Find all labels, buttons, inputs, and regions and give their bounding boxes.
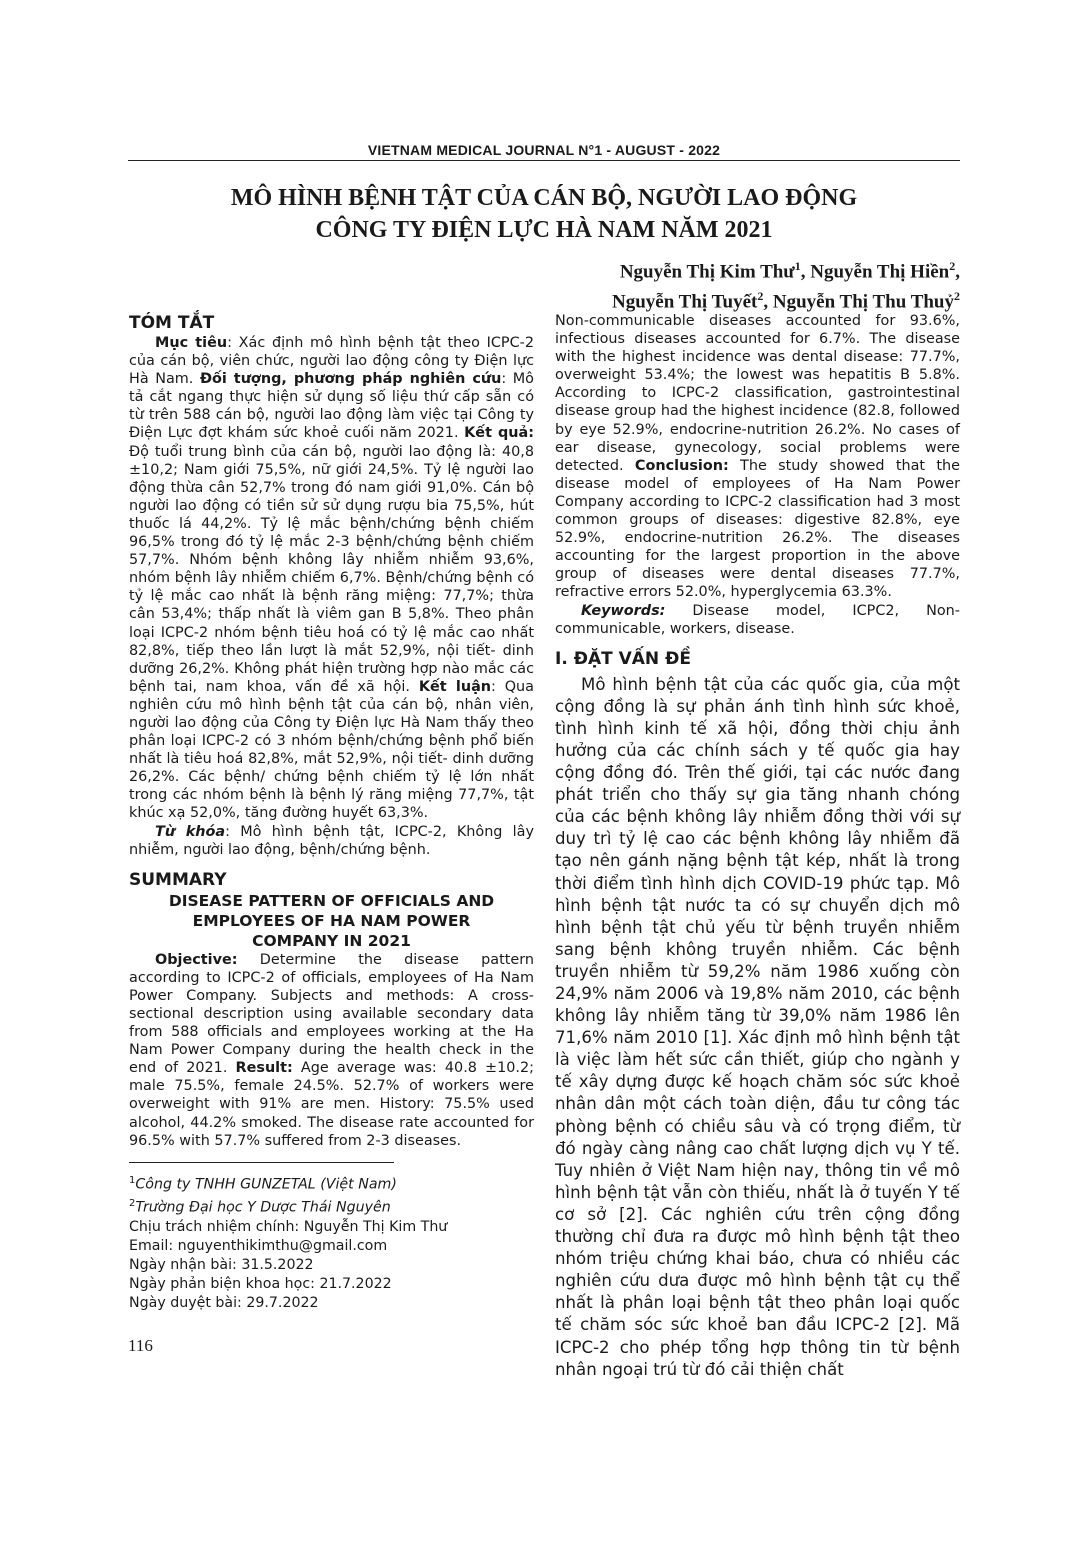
- author-list: [612, 254, 960, 315]
- result-en-text-cont: Non-communicable diseases accounted for 93.6%, infectious diseases accounted for 6.7%. The disease with the highest incidence was dental disease: 77.7%, overweight 53.4%; the lowest was hepatitis B 5.8%. According to ICPC-2 classification, gastrointestinal disease group had the highest incidence (82.8, followed by eye 52.9%, endocrine-nutrition 26.2%. No cases of ear disease, gynecology, social problems were detected.: [555, 313, 960, 474]
- objective-en-text: Determine the disease pattern according to ICPC-2 of officials, employees of Ha Nam Power Company. Subjects and methods: A cross-sectional description using available secondary data from 588 officials and employees working at the Ha Nam Power Company during the health check in the end of 2021.: [129, 951, 534, 1077]
- title-line-1: MÔ HÌNH BỆNH TẬT CỦA CÁN BỘ, NGƯỜI LAO ĐỘNG: [230, 185, 858, 211]
- paper-title: [128, 182, 960, 246]
- author-line-1: Nguyễn Thị Kim Thư$^1$, Nguyễn Thị Hiền$^2$,: [619, 259, 960, 283]
- section-1-paragraph: Mô hình bệnh tật của các quốc gia, của một cộng đồng là sự phản ánh tình hình sức khoẻ, tình hình kinh tế xã hội, đồng thời chịu ảnh hưởng của các chính sách y tế quốc gia hay cộng đồng đó. Trên thế giới, tại các nước đang phát triển cho thấy sự gia tăng nhanh chóng của các bệnh không lây nhiễm đồng thời với sự duy trì tỷ lệ cao các bệnh không lây nhiễm đã tạo nên gánh nặng bệnh tật kép, nhất là trong thời điểm tình hình dịch COVID-19 phức tạp. Mô hình bệnh tật nước ta có sự chuyển dịch mô hình bệnh tật chủ yếu từ bệnh truyền nhiễm sang bệnh không truyền nhiễm. Các bệnh truyền nhiễm từ 59,2% năm 1986 xuống còn 24,9% năm 2006 và 19,8% năm 2010, các bệnh không lây nhiễm tăng từ 39,0% năm 1986 lên 71,6% năm 2010 [1]. Xác định mô hình bệnh tật là việc làm hết sức cần thiết, giúp cho ngành y tế xây dựng được kế hoạch chăm sóc sức khoẻ nhân dân một cách toàn diện, đầu tư công tác phòng bệnh có chiều sâu và có trọng điểm, từ đó ngày càng nâng cao chất lượng dịch vụ Y tế. Tuy nhiên ở Việt Nam hiện nay, thông tin về mô hình bệnh tật vẫn còn thiếu, nhất là ở tuyến Y tế cơ sở [2]. Các nghiên cứu trên cộng đồng thường chỉ đưa ra được mô hình bệnh tật theo nhóm triệu chứng khai báo, chưa có nhiều các nghiên cứu dưa được mô hình bệnh tật cụ thể nhất là phân loại bệnh tật theo phân loại quốc tế chăm sóc sức khoẻ ban đầu ICPC-2 [2]. Mã ICPC-2 cho phép tổng hợp thông tin từ bệnh nhân ngoại trú từ đó cải thiện chất: [555, 674, 960, 1379]
- footnote-rule: [129, 1162, 394, 1163]
- left-column: [129, 312, 534, 1313]
- keywords-vi-text: : Mô hình bệnh tật, ICPC-2, Không lây nhiễm, người lao động, bệnh/chứng bệnh.: [129, 823, 535, 858]
- header-rule: [128, 160, 960, 161]
- keywords-en: [555, 602, 960, 638]
- conclusion-en-label: Conclusion:: [634, 457, 729, 474]
- objective-label: Mục tiêu: [155, 335, 228, 351]
- author-name: Nguyễn Thị Kim Thư: [619, 261, 795, 283]
- keywords-en-label: Keywords:: [581, 602, 666, 619]
- methods-text: : Mô tả cắt ngang thực hiện sử dụng số liệu thứ cấp sẵn có từ trên 588 cán bộ, người lao động làm việc tại Công ty Điện Lực đợt khám sức khoẻ cuối năm 2021.: [129, 371, 534, 442]
- right-column: [555, 312, 960, 1381]
- summary-title-line: COMPANY IN 2021: [252, 931, 411, 950]
- author-name: Nguyễn Thị Hiền: [810, 261, 950, 283]
- affiliation-1: $^1$Công ty TNHH GUNZETAL (Việt Nam): [129, 1174, 397, 1193]
- keywords-vi: [129, 823, 534, 859]
- footnotes: [129, 1171, 534, 1313]
- result-en-text: Age average was: 40.8 ±10.2; male 75.5%, female 24.5%. 52.7% of workers were overweight with 91% are men. History: 75.5% used alcohol, 44.2% smoked. The disease rate accounted for 96.5% with 57.7% suffered from 2-3 diseases.: [129, 1060, 534, 1149]
- result-en-label: Result:: [235, 1060, 293, 1077]
- conclusion-en-text: The study showed that the disease model of employees of Ha Nam Power Company according to ICPC-2 classification had 3 most common groups of diseases: digestive 82.8%, eye 52.9%, endocrine-nutrition 26.2%. The diseases accounting for the largest proportion in the above group of diseases were dental diseases 77.7%, refractive errors 52.0%, hyperglycemia 63.3%.: [555, 457, 960, 601]
- author-name: Nguyễn Thị Thu Thuỷ: [772, 291, 954, 313]
- objective-text: : Xác định mô hình bệnh tật theo ICPC-2 của cán bộ, viên chức, người lao động công ty Điện lực Hà Nam.: [129, 335, 534, 388]
- summary-title-line: DISEASE PATTERN OF OFFICIALS AND: [168, 891, 495, 910]
- methods-label: Đối tượng, phương pháp nghiên cứu: [199, 371, 502, 388]
- affiliation-2: $^2$Trường Đại học Y Dược Thái Nguyên: [129, 1198, 391, 1217]
- author-affiliation-mark: 1: [794, 259, 801, 273]
- summary-heading: SUMMARY: [129, 869, 227, 890]
- keywords-vi-label: Từ khóa: [155, 823, 226, 840]
- conclusion-text: : Qua nghiên cứu mô hình bệnh tật của cán bộ, nhân viên, người lao động của Công ty Điện lực Hà Nam thấy theo phân loại ICPC-2 có 3 nhóm bệnh/chứng bệnh phổ biến nhất là tiêu hoá 82,8%, mắt 52,9%, nội tiết- dinh dưỡng 26,2%. Các bệnh/ chứng bệnh chiếm tỷ lệ lớn nhất trong các nhóm bệnh là bệnh lý răng miệng 77,7%, tật khúc xạ 52,0%, tăng đường huyết 63,3%.: [129, 678, 534, 822]
- abstract-vi-heading: TÓM TẮT: [129, 313, 215, 333]
- summary-title-line: EMPLOYEES OF HA NAM POWER: [192, 911, 471, 930]
- results-label: Kết quả:: [464, 425, 535, 442]
- corresponding-email: Email: nguyenthikimthu@gmail.com: [129, 1238, 388, 1255]
- abstract-vi-body: [129, 334, 534, 823]
- keywords-en-text: Disease model, ICPC2, Non-communicable, workers, disease.: [555, 602, 960, 637]
- title-line-2: CÔNG TY ĐIỆN LỰC HÀ NAM NĂM 2021: [315, 217, 773, 243]
- journal-running-head: VIETNAM MEDICAL JOURNAL N°1 - AUGUST - 2022: [367, 142, 721, 158]
- section-1-heading: I. ĐẶT VẤN ĐỀ: [555, 648, 691, 669]
- conclusion-label: Kết luận: [418, 678, 492, 695]
- date-reviewed: Ngày phản biện khoa học: 21.7.2022: [129, 1276, 392, 1293]
- abstract-en-body-part1: [129, 951, 534, 1150]
- abstract-en-body-part2: [555, 312, 960, 602]
- author-line-2: Nguyễn Thị Tuyết$^2$, Nguyễn Thị Thu Thuỷ$^2$: [611, 289, 960, 313]
- corresponding-author: Chịu trách nhiệm chính: Nguyễn Thị Kim Thư: [129, 1219, 448, 1236]
- results-text: Độ tuổi trung bình của cán bộ, người lao động là: 40,8 ±10,2; Nam giới 75,5%, nữ giới 24,5%. Tỷ lệ người lao động thừa cân 52,7% trong đó nam giới 91,0%. Cán bộ người lao động có tiền sử sử dụng rượu bia 75,5%, hút thuốc lá 44,2%. Tỷ lệ mắc bệnh/chứng bệnh chiếm 96,5% trong đó tỷ lệ mắc 2-3 bệnh/chứng bệnh chiếm 57,7%. Nhóm bệnh không lây nhiễm nhiễm 93,6%, nhóm bệnh lây nhiễm chiếm 6,7%. Bệnh/chứng bệnh có tỷ lệ mắc cao nhất là bệnh răng miệng: 77,7%; thừa cân 53,4%; thấp nhất là viêm gan B 5,8%. Theo phân loại ICPC-2 nhóm bệnh tiêu hoá có tỷ lệ mắc cao nhất 82,8%, tiếp theo lần lượt là mắt 52,9%, nội tiết- dinh dưỡng 26,2%. Không phát hiện trường hợp nào mắc các bệnh tai, nam khoa, vấn đề xã hội.: [129, 443, 534, 695]
- author-affiliation-mark: 2: [757, 289, 764, 304]
- summary-title: [129, 891, 534, 951]
- author-name: Nguyễn Thị Tuyết: [611, 291, 758, 313]
- page-number: 116: [128, 1336, 153, 1355]
- author-affiliation-mark: 2: [954, 289, 960, 304]
- objective-en-label: Objective:: [155, 951, 238, 968]
- author-affiliation-mark: 2: [949, 259, 956, 273]
- date-accepted: Ngày duyệt bài: 29.7.2022: [129, 1295, 319, 1312]
- date-received: Ngày nhận bài: 31.5.2022: [129, 1257, 314, 1274]
